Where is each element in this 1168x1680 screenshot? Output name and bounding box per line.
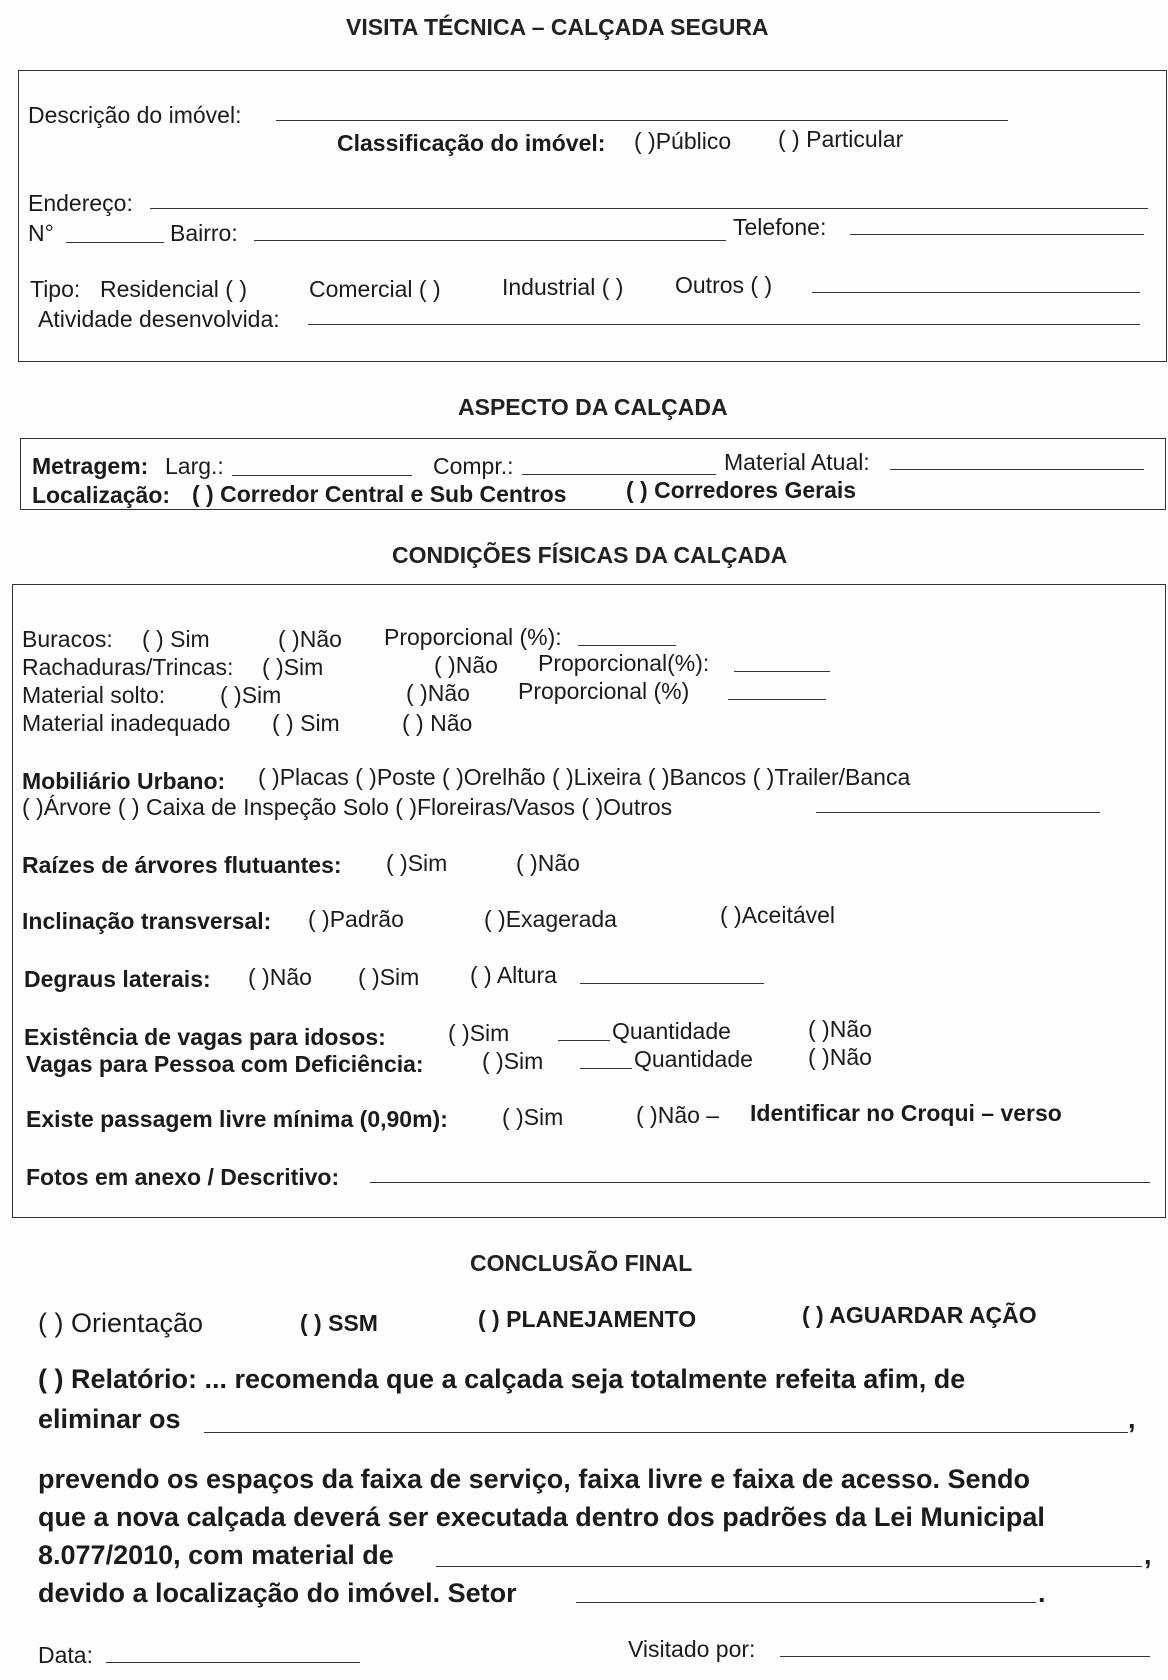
material-inadequado-label: Material inadequado: [22, 710, 231, 736]
conclusao-heading: CONCLUSÃO FINAL: [470, 1250, 693, 1276]
rachaduras-sim-checkbox[interactable]: ( )Sim: [262, 654, 324, 680]
degraus-label: Degraus laterais:: [24, 966, 211, 992]
inclinacao-exagerada-checkbox[interactable]: ( )Exagerada: [484, 906, 617, 932]
aspecto-heading: ASPECTO DA CALÇADA: [458, 394, 728, 420]
rachaduras-proporcional-label: Proporcional(%):: [538, 650, 710, 676]
raizes-nao-checkbox[interactable]: ( )Não: [516, 850, 580, 876]
passagem-livre-label: Existe passagem livre mínima (0,90m):: [26, 1106, 448, 1132]
fotos-label: Fotos em anexo / Descritivo:: [26, 1164, 340, 1190]
telefone-field[interactable]: [850, 234, 1144, 235]
buracos-sim-checkbox[interactable]: ( ) Sim: [142, 626, 210, 652]
rachaduras-proporcional-field[interactable]: [734, 671, 830, 672]
tipo-residencial-checkbox[interactable]: Residencial ( ): [100, 276, 247, 302]
classificacao-publico-checkbox[interactable]: ( )Público: [634, 128, 732, 154]
bairro-label: Bairro:: [170, 220, 238, 246]
telefone-label: Telefone:: [733, 214, 827, 240]
material-atual-field[interactable]: [890, 469, 1144, 470]
vagas-pcd-quantidade-field[interactable]: [580, 1068, 632, 1069]
condicoes-heading: CONDIÇÕES FÍSICAS DA CALÇADA: [392, 542, 788, 568]
mobiliario-outros-field[interactable]: [816, 812, 1100, 813]
tipo-outros-checkbox[interactable]: Outros ( ): [675, 272, 773, 298]
conclusao-ssm-checkbox[interactable]: ( ) SSM: [300, 1310, 378, 1336]
vagas-idosos-label: Existência de vagas para idosos:: [24, 1024, 386, 1050]
classificacao-label: Classificação do imóvel:: [337, 130, 606, 156]
vagas-idosos-sim-checkbox[interactable]: ( )Sim: [448, 1020, 510, 1046]
material-solto-label: Material solto:: [22, 682, 166, 708]
bairro-field[interactable]: [254, 240, 726, 241]
raizes-label: Raízes de árvores flutuantes:: [22, 852, 342, 878]
comma-mark: ,: [1128, 1404, 1136, 1434]
relatorio-eliminar-field[interactable]: [204, 1432, 1128, 1433]
comprimento-field[interactable]: [522, 474, 716, 475]
relatorio-text-line3: prevendo os espaços da faixa de serviço, faixa livre e faixa de acesso. Sendo: [38, 1464, 1030, 1494]
relatorio-checkbox-text[interactable]: ( ) Relatório: ... recomenda que a calçada seja totalmente refeita afim, de: [38, 1364, 966, 1394]
buracos-proporcional-label: Proporcional (%):: [384, 624, 562, 650]
conclusao-orientacao-checkbox[interactable]: ( ) Orientação: [38, 1308, 204, 1338]
vagas-pcd-label: Vagas para Pessoa com Deficiência:: [26, 1051, 424, 1077]
degraus-sim-checkbox[interactable]: ( )Sim: [358, 964, 420, 990]
largura-field[interactable]: [232, 475, 412, 476]
relatorio-material-field[interactable]: [436, 1566, 1142, 1567]
material-inadequado-sim-checkbox[interactable]: ( ) Sim: [272, 710, 340, 736]
passagem-livre-nao-checkbox[interactable]: ( )Não –: [636, 1102, 720, 1128]
inclinacao-label: Inclinação transversal:: [22, 908, 272, 934]
atividade-label: Atividade desenvolvida:: [38, 306, 280, 332]
degraus-altura-field[interactable]: [580, 983, 764, 984]
tipo-comercial-checkbox[interactable]: Comercial ( ): [309, 276, 441, 302]
relatorio-eliminar-label: eliminar os: [38, 1404, 181, 1434]
degraus-nao-checkbox[interactable]: ( )Não: [248, 964, 312, 990]
material-inadequado-nao-checkbox[interactable]: ( ) Não: [402, 710, 473, 736]
endereco-label: Endereço:: [28, 190, 133, 216]
buracos-label: Buracos:: [22, 626, 113, 652]
localizacao-corredor-central-checkbox[interactable]: ( ) Corredor Central e Sub Centros: [192, 481, 567, 507]
passagem-croqui-note: Identificar no Croqui – verso: [750, 1100, 1062, 1126]
form-title: VISITA TÉCNICA – CALÇADA SEGURA: [346, 14, 769, 40]
fotos-field[interactable]: [370, 1182, 1150, 1183]
material-solto-proporcional-field[interactable]: [728, 699, 826, 700]
degraus-altura-checkbox[interactable]: ( ) Altura: [470, 962, 557, 988]
inclinacao-padrao-checkbox[interactable]: ( )Padrão: [308, 906, 404, 932]
metragem-label: Metragem:: [32, 453, 149, 479]
comma-mark: ,: [1144, 1540, 1152, 1570]
relatorio-text-line4: que a nova calçada deverá ser executada dentro dos padrões da Lei Municipal: [38, 1502, 1045, 1532]
material-solto-sim-checkbox[interactable]: ( )Sim: [220, 682, 282, 708]
localizacao-label: Localização:: [32, 482, 171, 508]
buracos-proporcional-field[interactable]: [578, 645, 676, 646]
material-solto-proporcional-label: Proporcional (%): [518, 678, 690, 704]
atividade-field[interactable]: [308, 324, 1140, 325]
tipo-outros-field[interactable]: [812, 292, 1140, 293]
buracos-nao-checkbox[interactable]: ( )Não: [278, 626, 342, 652]
numero-field[interactable]: [66, 242, 164, 243]
vagas-pcd-quantidade-label: Quantidade: [634, 1046, 753, 1072]
tipo-label: Tipo:: [30, 276, 81, 302]
material-atual-label: Material Atual:: [724, 449, 870, 475]
data-field[interactable]: [106, 1662, 360, 1663]
rachaduras-nao-checkbox[interactable]: ( )Não: [434, 652, 498, 678]
mobiliario-options-row2[interactable]: ( )Árvore ( ) Caixa de Inspeção Solo ( )Floreiras/Vasos ( )Outros: [22, 794, 673, 820]
conclusao-aguardar-acao-checkbox[interactable]: ( ) AGUARDAR AÇÃO: [802, 1302, 1037, 1328]
relatorio-setor-field[interactable]: [576, 1602, 1036, 1603]
rachaduras-label: Rachaduras/Trincas:: [22, 654, 234, 680]
passagem-livre-sim-checkbox[interactable]: ( )Sim: [502, 1104, 564, 1130]
vagas-idosos-nao-checkbox[interactable]: ( )Não: [808, 1016, 872, 1042]
numero-label: N°: [28, 220, 54, 246]
visitado-por-field[interactable]: [780, 1656, 1150, 1657]
mobiliario-label: Mobiliário Urbano:: [22, 768, 226, 794]
comprimento-label: Compr.:: [433, 453, 514, 479]
material-solto-nao-checkbox[interactable]: ( )Não: [406, 680, 470, 706]
relatorio-text-line5: 8.077/2010, com material de: [38, 1540, 394, 1570]
descricao-label: Descrição do imóvel:: [28, 102, 242, 128]
descricao-field[interactable]: [276, 120, 1008, 121]
relatorio-text-line6: devido a localização do imóvel. Setor: [38, 1578, 517, 1608]
inclinacao-aceitavel-checkbox[interactable]: ( )Aceitável: [720, 902, 836, 928]
mobiliario-options-row1[interactable]: ( )Placas ( )Poste ( )Orelhão ( )Lixeira ( )Bancos ( )Trailer/Banca: [258, 764, 911, 790]
tipo-industrial-checkbox[interactable]: Industrial ( ): [502, 274, 624, 300]
data-label: Data:: [38, 1642, 93, 1668]
period-mark: .: [1038, 1578, 1046, 1608]
localizacao-corredores-gerais-checkbox[interactable]: ( ) Corredores Gerais: [626, 477, 857, 503]
largura-label: Larg.:: [165, 453, 224, 479]
vagas-pcd-nao-checkbox[interactable]: ( )Não: [808, 1044, 872, 1070]
vagas-idosos-quantidade-field[interactable]: [558, 1040, 610, 1041]
visitado-por-label: Visitado por:: [628, 1636, 756, 1662]
endereco-field[interactable]: [150, 208, 1148, 209]
vagas-idosos-quantidade-label: Quantidade: [612, 1018, 731, 1044]
conclusao-planejamento-checkbox[interactable]: ( ) PLANEJAMENTO: [478, 1306, 697, 1332]
raizes-sim-checkbox[interactable]: ( )Sim: [386, 850, 448, 876]
classificacao-particular-checkbox[interactable]: ( ) Particular: [778, 126, 904, 152]
vagas-pcd-sim-checkbox[interactable]: ( )Sim: [482, 1048, 544, 1074]
